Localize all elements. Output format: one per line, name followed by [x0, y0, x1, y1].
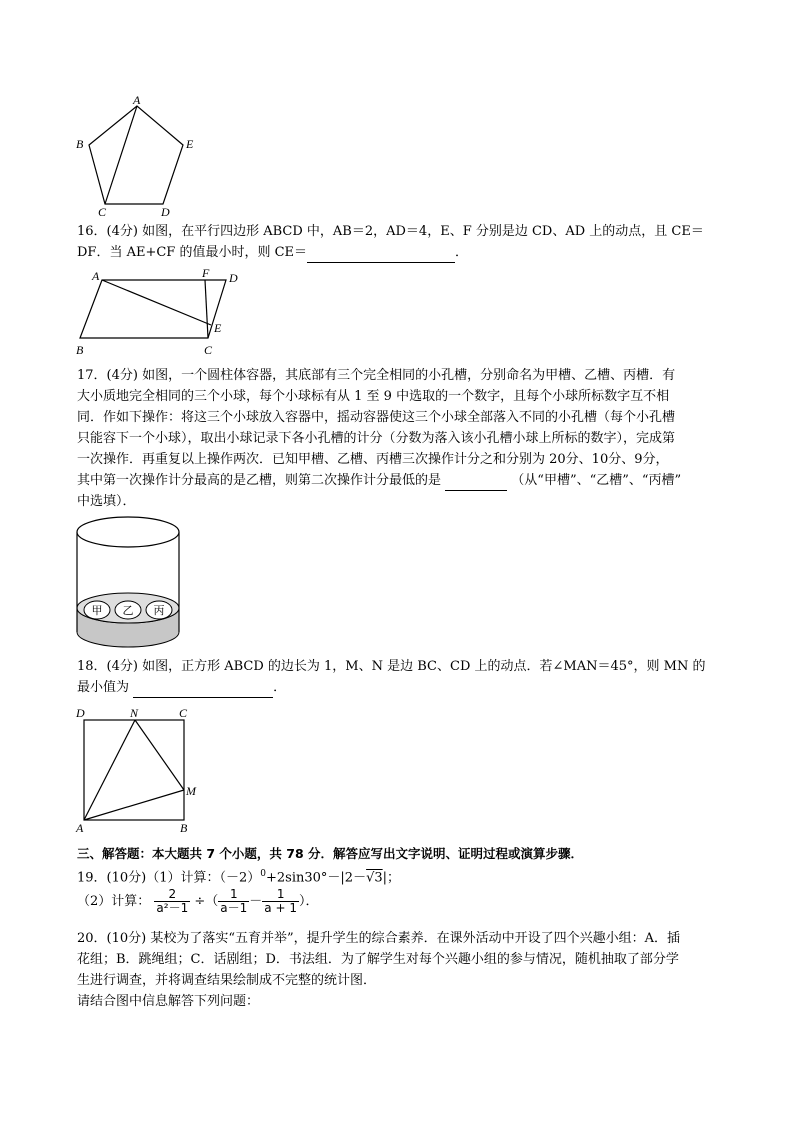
label-C: C [204, 343, 213, 357]
q16-line1: 16．(4分) 如图，在平行四边形 ABCD 中，AB＝2，AD＝4，E、F 分别是边 CD、AD 上的动点，且 CE＝ [77, 224, 704, 239]
q20-line3: 生进行调查，并将调查结果绘制成不完整的统计图． [77, 973, 377, 988]
q18-line1: 18．(4分) 如图，正方形 ABCD 的边长为 1，M、N 是边 BC、CD 上的动点．若∠MAN＝45°，则 MN 的 [77, 659, 706, 674]
label-D: D [161, 205, 170, 219]
pentagon-figure [70, 92, 200, 222]
fraction-1: $\frac{2}{\text{a²－1}}$ [156, 887, 189, 915]
label-F: F [202, 266, 210, 280]
label-E: E [186, 137, 194, 151]
q17-line2: 大小质地完全相同的三个小球，每个小球标有从 1 至 9 中选取的一个数字，且每个小球所标数字互不相 [77, 389, 670, 404]
answer-blank[interactable] [307, 248, 455, 263]
label-M: M [186, 784, 196, 798]
label-B: B [76, 137, 84, 151]
cylinder-figure [72, 514, 184, 652]
section-heading: 三、解答题：本大题共 7 个小题，共 78 分．解答应写出文字说明、证明过程或演算步骤． [77, 846, 584, 861]
answer-blank[interactable] [133, 683, 273, 698]
q20-line1: 20．(10分) 某校为了落实“五育并举”，提升学生的综合素养．在课外活动中开设了四个兴趣小组：A．插 [77, 931, 681, 946]
label-B: B [180, 821, 188, 835]
label-A: A [133, 93, 141, 107]
q17-line7: 中选填）． [77, 494, 136, 509]
label-C: C [179, 706, 188, 720]
label-D: D [229, 271, 238, 285]
fraction-3: $\frac{1}{a + 1}$ [264, 887, 297, 915]
q19-part1: 19．(10分)（1）计算：$(-2)^0+2\sin 30^\circ-|2-√3|$； [77, 869, 401, 886]
label-A: A [92, 269, 100, 283]
label-B: B [76, 343, 84, 357]
label-E: E [214, 321, 222, 335]
slot-bing: 丙 [153, 604, 165, 617]
q20-line4: 请结合图中信息解答下列问题： [77, 994, 260, 1009]
q16-line2: DF．当 AE+CF 的值最小时，则 CE＝ ． [77, 243, 468, 263]
label-D: D [76, 706, 85, 720]
square-figure [72, 704, 207, 836]
slot-jia: 甲 [91, 604, 103, 617]
label-A: A [76, 821, 84, 835]
label-C: C [98, 205, 107, 219]
q17-line3: 同．作如下操作：将这三个小球放入容器中，摇动容器使这三个小球全部落入不同的小孔槽（每个小孔槽 [77, 410, 676, 425]
q17-line1: 17．(4分) 如图，一个圆柱体容器，其底部有三个完全相同的小孔槽，分别命名为甲槽、乙槽、丙槽．有 [77, 368, 676, 383]
q17-line4: 只能容下一个小球），取出小球记录下各小孔槽的计分（分数为落入该小孔槽小球上所标的数字），完成第 [77, 431, 676, 446]
q19-part2: （2）计算： $\frac{2}{\text{a²－1}}$ ÷（ $\frac{1}{a-1}$ － $\frac{1}{a + 1}$ ）． [77, 887, 319, 915]
q18-line2: 最小值为 ． [77, 678, 286, 698]
q17-line5: 一次操作．再重复以上操作两次．已知甲槽、乙槽、丙槽三次操作计分之和分别为 20分、10分、9分， [77, 452, 669, 467]
q17-line6: 其中第一次操作计分最高的是乙槽，则第二次操作计分最低的是 （从“甲槽”、“乙槽”、“丙槽” [77, 471, 681, 491]
slot-yi: 乙 [122, 604, 134, 617]
answer-blank[interactable] [445, 476, 507, 491]
label-N: N [130, 706, 139, 720]
fraction-2: $\frac{1}{a-1}$ [220, 887, 248, 915]
parallelogram-figure [74, 266, 244, 361]
q20-line2: 花组；B．跳绳组；C．话剧组；D．书法组．为了解学生对每个兴趣小组的参与情况，随机抽取了部分学 [77, 952, 679, 967]
